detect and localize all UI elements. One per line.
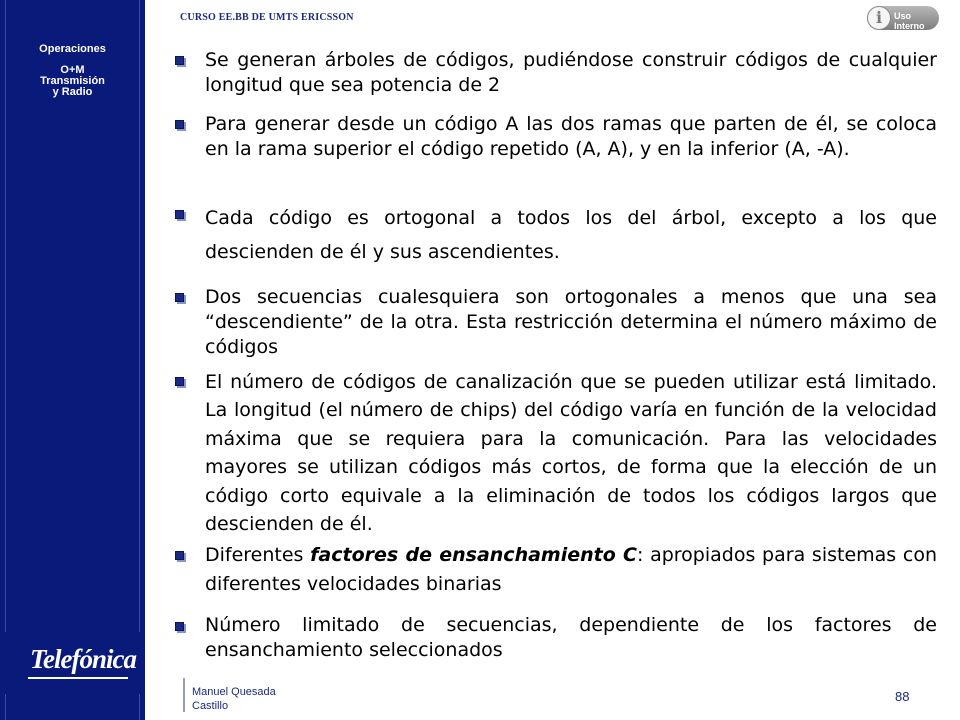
author-surname: Castillo <box>192 700 229 712</box>
bullet-box-icon <box>175 622 185 632</box>
bullet-box-icon <box>175 551 185 561</box>
uso-interno-badge <box>867 6 939 30</box>
sidebar-heading-transmision: Transmisión <box>40 75 105 87</box>
bullet-text: El número de códigos de canalización que se pueden utilizar está limitado. La longitud (el número de chips) del código varía en función de la velocidad máxima que se requiera para la comunicación. Para las velocidades mayores se utilizan códigos más cortos, de forma que la elección de un código corto equivale a la eliminación de todos los códigos largos que descienden de él. <box>205 371 937 536</box>
bullet-box-icon <box>175 293 185 303</box>
bullet-text-part: Diferentes <box>205 544 311 566</box>
bullet-text: Se generan árboles de códigos, pudiéndose construir códigos de cualquier longitud que sea potencia de 2 <box>205 49 937 96</box>
sidebar-heading-radio: y Radio <box>52 86 93 98</box>
bullet-box-icon <box>175 377 185 387</box>
badge-label: Uso Interno <box>894 11 925 31</box>
footer-divider <box>183 678 185 712</box>
bullet-text <box>205 541 937 599</box>
bullet-box-icon <box>175 210 185 220</box>
info-icon: i <box>867 6 891 30</box>
bullet-text: Para generar desde un código A las dos ramas que parten de él, se coloca en la rama superior el código repetido (A, A), y en la inferior (A, -A). <box>205 113 937 160</box>
sidebar-heading-operaciones: Operaciones <box>39 43 106 55</box>
sidebar-rule <box>139 0 140 720</box>
bullet-box-icon <box>175 56 185 66</box>
bullet-text-part: : apropiados para sistemas con diferentes velocidades binarias <box>205 544 937 595</box>
bullet-emphasis: factores de ensanchamiento C <box>310 544 637 566</box>
bullet-text: Dos secuencias cualesquiera son ortogonales a menos que una sea “descendiente” de la otra. Esta restricción determina el número máximo de códigos <box>205 286 937 358</box>
sidebar-heading-om: O+M <box>60 64 85 76</box>
bullet-text: Cada código es ortogonal a todos los del árbol, excepto a los que descienden de él y sus ascendientes. <box>205 207 937 263</box>
course-title: CURSO EE.BB DE UMTS ERICSSON <box>180 12 354 23</box>
telefonica-logo: Telefónica <box>30 644 136 674</box>
page-number: 88 <box>895 689 910 704</box>
logo-underline <box>28 677 128 679</box>
bullet-box-icon <box>175 120 185 130</box>
bullet-text: Número limitado de secuencias, dependiente de los factores de ensanchamiento seleccionados <box>205 614 937 661</box>
author-name: Manuel Quesada <box>192 686 276 698</box>
sidebar <box>0 0 145 720</box>
sidebar-rule <box>5 0 6 720</box>
